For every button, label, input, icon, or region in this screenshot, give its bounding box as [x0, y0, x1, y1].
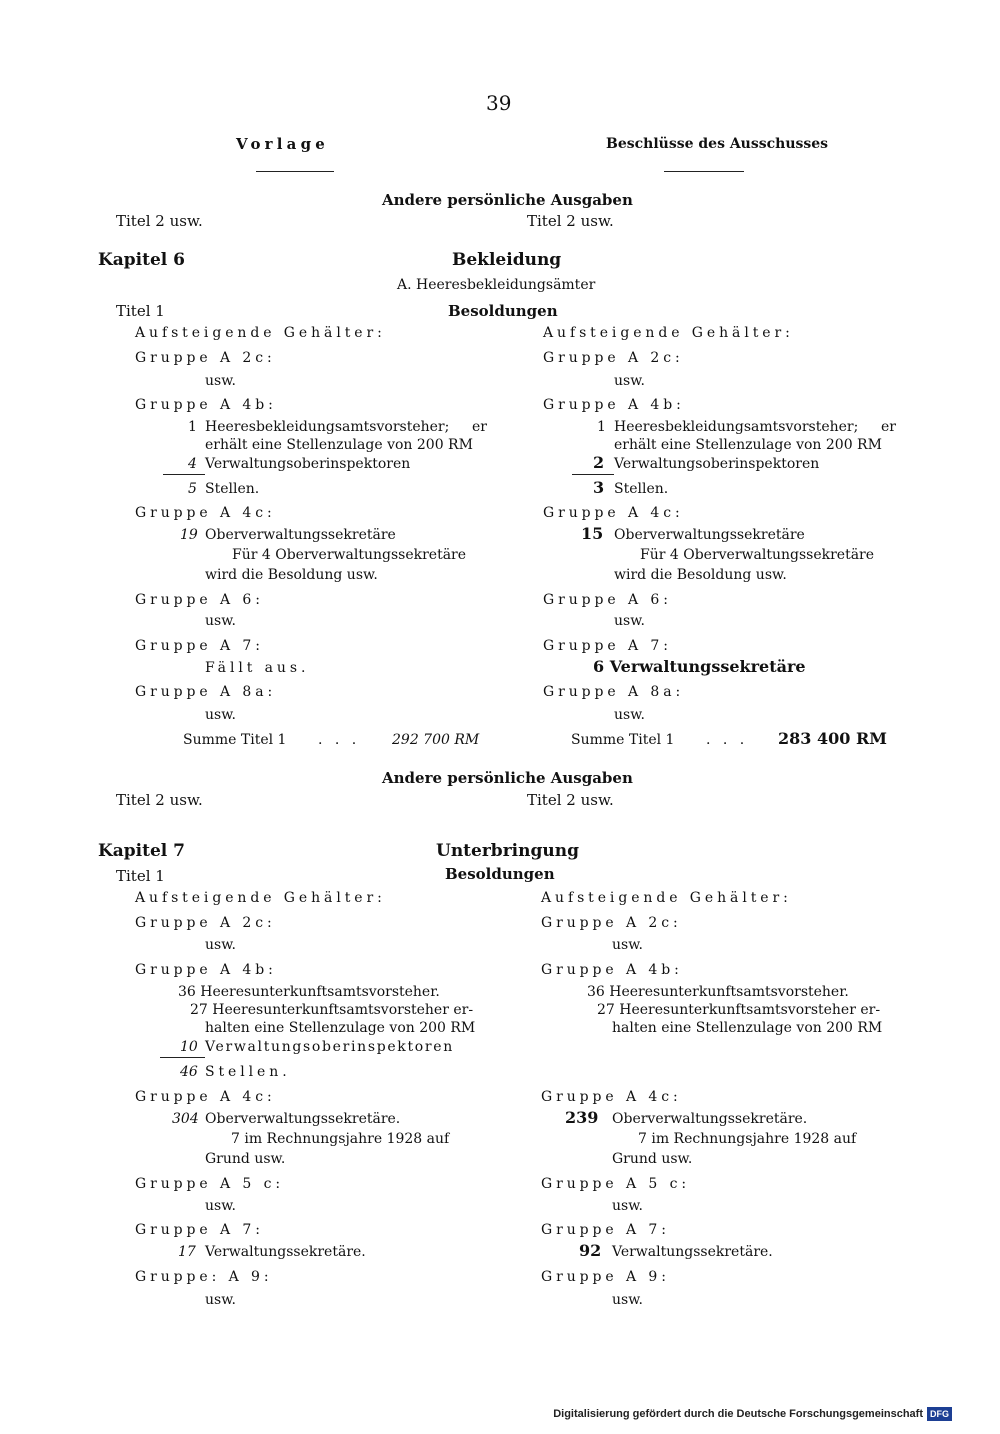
k6-right-stellen-num: 3: [593, 478, 605, 497]
k6-right-sum-rule: [572, 474, 614, 475]
k6-right-summe-dots: . . .: [706, 732, 749, 748]
k7-left-grp-a9: Gruppe: A 9:: [135, 1269, 273, 1285]
k7-right-a4c-text: Oberverwaltungssekretäre.: [612, 1111, 808, 1127]
page-number: 39: [486, 91, 512, 115]
k6-left-a4b-er: er: [472, 419, 487, 435]
titel2-left-2: Titel 2 usw.: [116, 791, 203, 809]
k6-left-grp-a2c: Gruppe A 2c:: [135, 350, 276, 366]
k6-right-a7-text: 6 Verwaltungssekretäre: [593, 657, 806, 676]
k6-left-aufsteigende: Aufsteigende Gehälter:: [135, 325, 386, 341]
k6-right-fuer-line1: Für 4 Oberverwaltungssekretäre: [640, 547, 875, 563]
k7-right-aufsteigende: Aufsteigende Gehälter:: [541, 890, 792, 906]
k7-left-grp-a4c: Gruppe A 4c:: [135, 1089, 276, 1105]
k7-left-usw-a5c: usw.: [205, 1198, 236, 1214]
k7-right-grp-a7: Gruppe A 7:: [541, 1222, 670, 1238]
k6-right-grp-a7: Gruppe A 7:: [543, 638, 672, 654]
k7-left-a7-num: 17: [178, 1244, 196, 1260]
footer: [553, 1407, 952, 1421]
k6-left-usw-a8a: usw.: [205, 707, 236, 723]
k6-right-aufsteigende: Aufsteigende Gehälter:: [543, 325, 794, 341]
k6-left-usw-a6: usw.: [205, 613, 236, 629]
k7-titel1: Titel 1: [116, 867, 165, 885]
k7-right-usw-a2c: usw.: [612, 937, 643, 953]
k6-titel1: Titel 1: [116, 302, 165, 320]
k6-right-a4b-line2: erhält eine Stellenzulage von 200 RM: [614, 437, 882, 453]
dfg-logo-icon: DFG: [927, 1407, 952, 1421]
k7-left-stellen: Stellen.: [205, 1064, 291, 1080]
other-expenses-heading: Andere persönliche Ausgaben: [382, 191, 633, 209]
k6-left-fuer-line2: wird die Besoldung usw.: [205, 567, 378, 583]
k6-right-grp-a4c: Gruppe A 4c:: [543, 505, 684, 521]
k7-left-a4b-line3: halten eine Stellenzulage von 200 RM: [205, 1020, 476, 1036]
k6-left-grp-a8a: Gruppe A 8a:: [135, 684, 277, 700]
k6-left-grp-a7: Gruppe A 7:: [135, 638, 264, 654]
k6-left-summe-label: Summe Titel 1: [183, 732, 287, 748]
k7-left-grp-a4b: Gruppe A 4b:: [135, 962, 277, 978]
k7-left-rj-line2: Grund usw.: [205, 1151, 286, 1167]
k6-right-verw-text: Verwaltungsoberinspektoren: [614, 456, 820, 472]
k6-right-usw-a2c: usw.: [614, 373, 645, 389]
k6-left-fuer-line1: Für 4 Oberverwaltungssekretäre: [232, 547, 467, 563]
k6-right-usw-a8a: usw.: [614, 707, 645, 723]
k7-right-a4b-line3: halten eine Stellenzulage von 200 RM: [612, 1020, 883, 1036]
k7-right-grp-a2c: Gruppe A 2c:: [541, 915, 682, 931]
k6-left-a4c-num: 19: [180, 527, 198, 543]
k7-right-grp-a5c: Gruppe A 5 c:: [541, 1176, 690, 1192]
k6-right-a4c-text: Oberverwaltungssekretäre: [614, 527, 805, 543]
k6-right-usw-a6: usw.: [614, 613, 645, 629]
k6-right-a4b-text: Heeresbekleidungsamtsvorsteher;: [614, 419, 859, 435]
k7-left-a4c-num: 304: [172, 1111, 199, 1127]
k6-right-grp-a6: Gruppe A 6:: [543, 592, 672, 608]
k7-right-a4b-line1: 36 Heeresunterkunftsamtsvorsteher.: [587, 984, 849, 1000]
header-right: Beschlüsse des Ausschusses: [606, 136, 829, 152]
k6-right-a4c-num: 15: [581, 524, 604, 543]
k6-right-summe-value: 283 400 RM: [778, 729, 887, 748]
k6-left-stellen: Stellen.: [205, 481, 260, 497]
k6-left-a4b-num: 1: [188, 419, 197, 435]
k6-left-grp-a4c: Gruppe A 4c:: [135, 505, 276, 521]
k7-right-usw-a5c: usw.: [612, 1198, 643, 1214]
kapitel7-label: Kapitel 7: [98, 841, 186, 861]
k7-left-stellen-num: 46: [180, 1064, 198, 1080]
k6-right-fuer-line2: wird die Besoldung usw.: [614, 567, 787, 583]
header-left-rule: [256, 171, 334, 172]
kapitel6-subtitle: A. Heeresbekleidungsämter: [397, 277, 596, 293]
k7-besoldungen: Besoldungen: [445, 865, 555, 883]
k7-left-verw-num: 10: [180, 1039, 198, 1055]
k7-left-aufsteigende: Aufsteigende Gehälter:: [135, 890, 386, 906]
k7-left-a4b-line2: 27 Heeresunterkunftsamtsvorsteher er-: [190, 1002, 474, 1018]
k6-left-a4b-text: Heeresbekleidungsamtsvorsteher;: [205, 419, 450, 435]
k6-left-a7-text: Fällt aus.: [205, 660, 310, 676]
k6-left-verw-num: 4: [188, 456, 197, 472]
k6-right-grp-a2c: Gruppe A 2c:: [543, 350, 684, 366]
k6-besoldungen: Besoldungen: [448, 302, 558, 320]
k7-left-grp-a5c: Gruppe A 5 c:: [135, 1176, 284, 1192]
footer-text: Digitalisierung gefördert durch die Deutsche Forschungsgemeinschaft: [553, 1408, 923, 1420]
header-left: Vorlage: [236, 135, 330, 153]
k7-right-a7-text: Verwaltungssekretäre.: [612, 1244, 773, 1260]
k6-left-stellen-num: 5: [188, 481, 197, 497]
k6-right-verw-num: 2: [593, 453, 605, 472]
k6-right-grp-a4b: Gruppe A 4b:: [543, 397, 685, 413]
k6-left-sum-rule: [163, 474, 205, 475]
k6-left-summe-dots: . . .: [318, 732, 361, 748]
titel2-right: Titel 2 usw.: [527, 212, 614, 230]
k6-right-a4b-er: er: [881, 419, 896, 435]
k7-left-a4c-text: Oberverwaltungssekretäre.: [205, 1111, 401, 1127]
k6-left-verw-text: Verwaltungsoberinspektoren: [205, 456, 411, 472]
k7-right-grp-a4b: Gruppe A 4b:: [541, 962, 683, 978]
k7-right-grp-a4c: Gruppe A 4c:: [541, 1089, 682, 1105]
k7-right-usw-a9: usw.: [612, 1292, 643, 1308]
k7-left-grp-a7: Gruppe A 7:: [135, 1222, 264, 1238]
k7-left-grp-a2c: Gruppe A 2c:: [135, 915, 276, 931]
k7-left-usw-a2c: usw.: [205, 937, 236, 953]
k7-right-rj-line1: 7 im Rechnungsjahre 1928 auf: [638, 1131, 857, 1147]
k6-left-a4c-text: Oberverwaltungssekretäre: [205, 527, 396, 543]
header-right-rule: [664, 171, 744, 172]
k7-right-a7-num: 92: [579, 1241, 602, 1260]
titel2-right-2: Titel 2 usw.: [527, 791, 614, 809]
k6-left-grp-a4b: Gruppe A 4b:: [135, 397, 277, 413]
titel2-left: Titel 2 usw.: [116, 212, 203, 230]
k6-left-a4b-line2: erhält eine Stellenzulage von 200 RM: [205, 437, 473, 453]
k7-right-a4c-num: 239: [565, 1108, 599, 1127]
k7-left-a7-text: Verwaltungssekretäre.: [205, 1244, 366, 1260]
k7-right-a4b-line2: 27 Heeresunterkunftsamtsvorsteher er-: [597, 1002, 881, 1018]
k6-right-grp-a8a: Gruppe A 8a:: [543, 684, 685, 700]
kapitel6-label: Kapitel 6: [98, 250, 186, 270]
k6-left-grp-a6: Gruppe A 6:: [135, 592, 264, 608]
k6-right-stellen: Stellen.: [614, 481, 669, 497]
k7-left-a4b-line1: 36 Heeresunterkunftsamtsvorsteher.: [178, 984, 440, 1000]
k6-right-summe-label: Summe Titel 1: [571, 732, 675, 748]
k7-right-rj-line2: Grund usw.: [612, 1151, 693, 1167]
k7-left-sum-rule: [160, 1057, 205, 1058]
k7-right-grp-a9: Gruppe A 9:: [541, 1269, 670, 1285]
k7-left-rj-line1: 7 im Rechnungsjahre 1928 auf: [231, 1131, 450, 1147]
k6-left-usw-a2c: usw.: [205, 373, 236, 389]
kapitel6-title: Bekleidung: [452, 250, 562, 270]
k7-left-verw-text: Verwaltungsoberinspektoren: [205, 1039, 454, 1055]
k6-left-summe-value: 292 700 RM: [392, 732, 480, 748]
k6-right-a4b-num: 1: [597, 419, 606, 435]
kapitel7-title: Unterbringung: [436, 841, 579, 861]
k7-left-usw-a9: usw.: [205, 1292, 236, 1308]
other-expenses-heading-2: Andere persönliche Ausgaben: [382, 769, 633, 787]
